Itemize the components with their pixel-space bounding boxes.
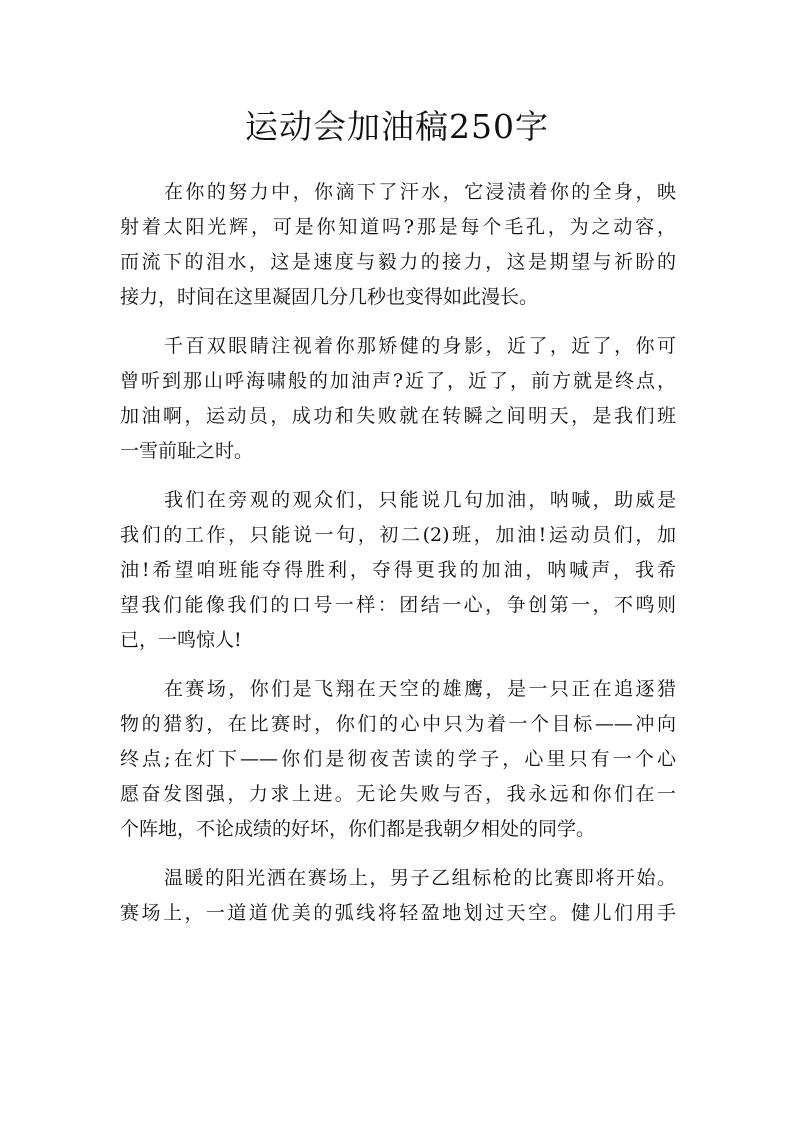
paragraph-line: 在赛场，你们是飞翔在天空的雄鹰，是一只正在追逐猎 [164, 678, 676, 700]
paragraph-line: 赛场上，一道道优美的弧线将轻盈地划过天空。健儿们用手 [120, 902, 676, 924]
paragraph-4 [120, 672, 676, 847]
paragraph-line: 千百双眼睛注视着你那矫健的身影，近了，近了，你可 [164, 335, 676, 357]
paragraph-5 [120, 861, 676, 931]
paragraph-line: 愿奋发图强，力求上进。无论失败与否，我永远和你们在一 [120, 783, 676, 805]
paragraph-line: 射着太阳光辉，可是你知道吗?那是每个毛孔，为之动容， [120, 216, 676, 238]
paragraph-line: 已，一鸣惊人! [120, 629, 242, 651]
paragraph-line: 曾听到那山呼海啸般的加油声?近了，近了，前方就是终点， [120, 370, 676, 392]
paragraph-line: 油!希望咱班能夺得胜利，夺得更我的加油，呐喊声，我希 [120, 559, 676, 581]
paragraph-3 [120, 483, 676, 658]
paragraph-line: 而流下的泪水，这是速度与毅力的接力，这是期望与祈盼的 [120, 251, 676, 273]
paragraph-line: 望我们能像我们的口号一样：团结一心，争创第一，不鸣则 [120, 594, 676, 616]
paragraph-line: 接力，时间在这里凝固几分几秒也变得如此漫长。 [120, 286, 539, 308]
paragraph-line: 加油啊，运动员，成功和失败就在转瞬之间明天，是我们班 [120, 405, 676, 427]
paragraph-line: 终点;在灯下——你们是彻夜苦读的学子，心里只有一个心 [120, 748, 676, 770]
paragraph-line: 我们在旁观的观众们，只能说几句加油，呐喊，助威是 [164, 489, 676, 511]
paragraph-2 [120, 329, 676, 469]
paragraph-line: 在你的努力中，你滴下了汗水，它浸渍着你的全身，映 [164, 181, 676, 203]
paragraph-line: 我们的工作，只能说一句，初二(2)班，加油!运动员们，加 [120, 524, 676, 546]
paragraph-line: 个阵地，不论成绩的好坏，你们都是我朝夕相处的同学。 [120, 818, 596, 840]
paragraph-line: 温暖的阳光洒在赛场上，男子乙组标枪的比赛即将开始。 [164, 867, 676, 889]
paragraph-line: 物的猎豹，在比赛时，你们的心中只为着一个目标——冲向 [120, 713, 676, 735]
document-title: 运动会加油稿250字 [245, 107, 549, 146]
document-body [120, 175, 676, 931]
paragraph-1 [120, 175, 676, 315]
paragraph-line: 一雪前耻之时。 [120, 440, 254, 462]
